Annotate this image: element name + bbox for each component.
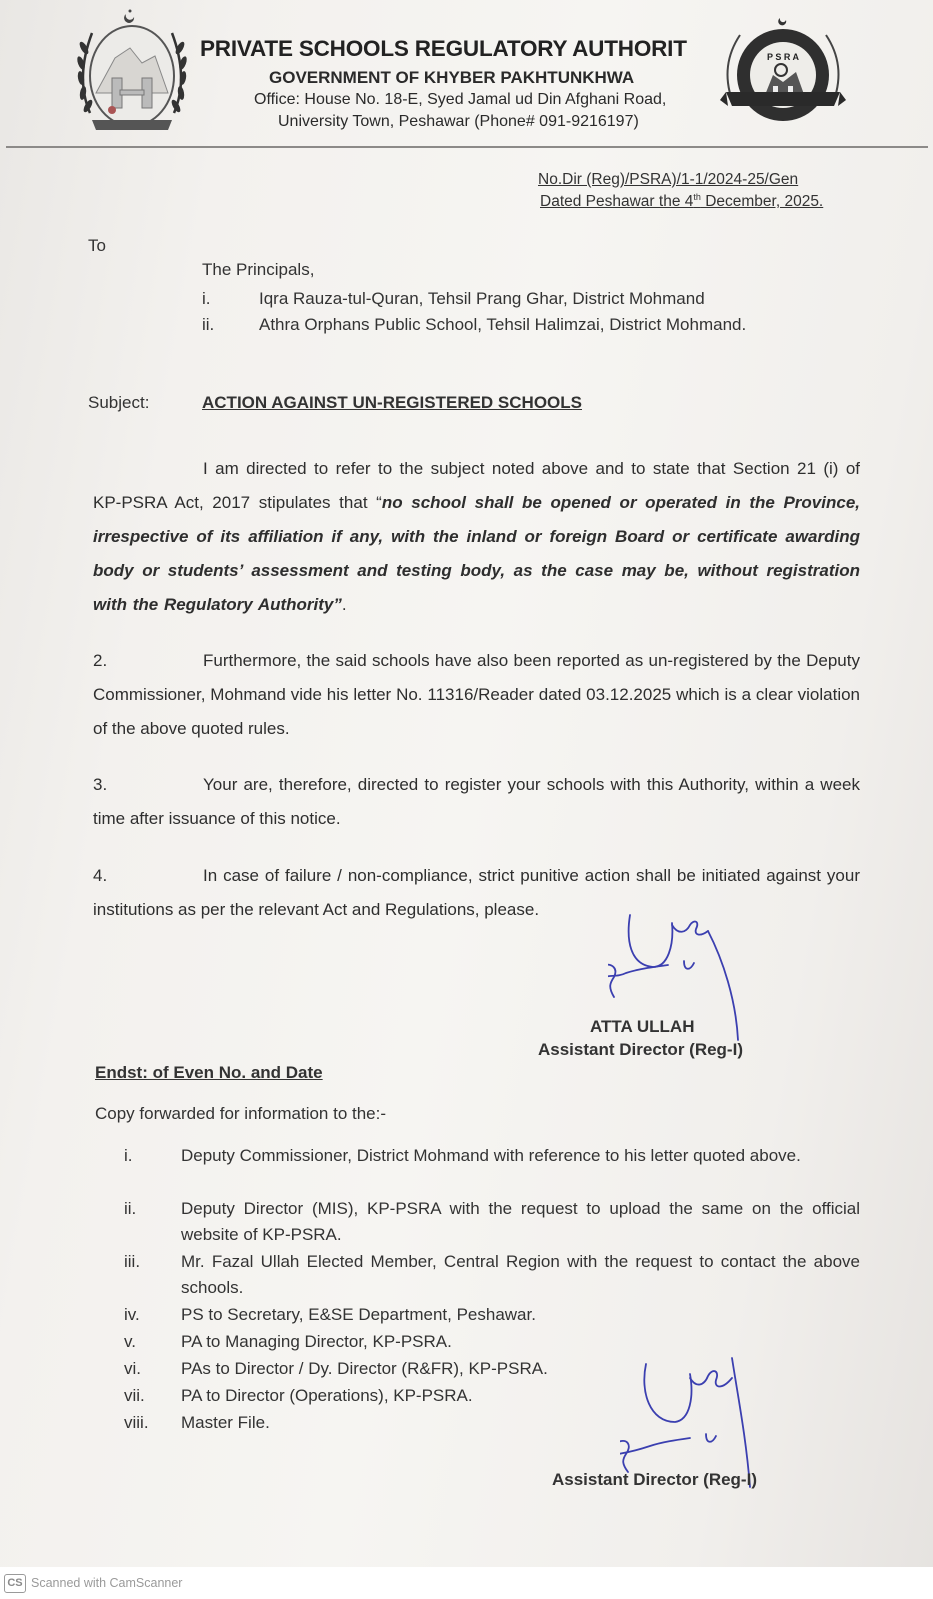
office-address-line2: University Town, Peshawar (Phone# 091-9216197) <box>278 113 639 130</box>
school-name: Athra Orphans Public School, Tehsil Halimzai, District Mohmand. <box>259 315 747 334</box>
endorsement-signatory-title: Assistant Director (Reg-I) <box>552 1470 757 1489</box>
copy-recipient: PAs to Director / Dy. Director (R&FR), KP-PSRA. <box>181 1359 548 1378</box>
para1-end: . <box>341 595 347 614</box>
copy-number: vi. <box>124 1359 141 1378</box>
copy-recipient: Master File. <box>181 1413 270 1432</box>
letter-date <box>540 192 823 211</box>
para1-text: I am directed to refer to the subject noted above and to state that Section 21 (i) of KP-PSRA Act, 2017 stipulates that “ <box>93 459 860 512</box>
para3-text: Your are, therefore, directed to register your schools with this Authority, within a week time after issuance of this notice. <box>93 775 860 828</box>
endorsement-heading: Endst: of Even No. and Date <box>95 1063 323 1082</box>
paragraph-1 <box>93 452 860 622</box>
header-divider <box>6 146 928 148</box>
government-subtitle: GOVERNMENT OF KHYBER PAKHTUNKHWA <box>269 68 635 87</box>
school-number: i. <box>202 289 211 308</box>
date-prefix: Dated Peshawar the 4 <box>540 193 694 211</box>
signatory-name: ATTA ULLAH <box>590 1017 695 1036</box>
salutation: The Principals, <box>202 260 315 279</box>
copy-number: viii. <box>124 1413 149 1432</box>
copy-number: ii. <box>124 1199 137 1218</box>
copy-recipient: Mr. Fazal Ullah Elected Member, Central Region with the request to contact the above schools. <box>181 1252 860 1297</box>
copy-recipient: Deputy Commissioner, District Mohmand with reference to his letter quoted above. <box>181 1146 801 1165</box>
authority-title: PRIVATE SCHOOLS REGULATORY AUTHORIT <box>200 36 687 61</box>
reference-number: No.Dir (Reg)/PSRA)/1-1/2024-25/Gen <box>538 171 799 188</box>
para4-text: In case of failure / non-compliance, strict punitive action shall be initiated against your institutions as per the relevant Act and Regulations, please. <box>93 866 860 919</box>
subject-label: Subject: <box>88 393 150 412</box>
copy-number: vii. <box>124 1386 145 1405</box>
office-address-line1: Office: House No. 18-E, Syed Jamal ud Din Afghani Road, <box>254 91 667 108</box>
copy-recipient: PA to Director (Operations), KP-PSRA. <box>181 1386 473 1405</box>
to-label: To <box>88 236 106 255</box>
para-number: 4. <box>93 866 108 885</box>
camscanner-logo-icon: CS <box>4 1574 26 1593</box>
school-number: ii. <box>202 315 215 334</box>
subject-text: ACTION AGAINST UN-REGISTERED SCHOOLS <box>202 393 582 412</box>
para2-text: Furthermore, the said schools have also been reported as un-registered by the Deputy Commissioner, Mohmand vide his letter No. 11316/Reader dated 03.12.2025 which is a clear violation of the above quoted rules. <box>93 651 860 738</box>
para-number: 2. <box>93 651 108 670</box>
date-suffix: December, 2025. <box>700 193 824 211</box>
psra-seal-icon <box>718 10 848 135</box>
copy-number: i. <box>124 1146 133 1165</box>
copy-forwarded-intro: Copy forwarded for information to the:- <box>95 1104 387 1123</box>
signatory-title: Assistant Director (Reg-I) <box>538 1040 743 1059</box>
date-ordinal: th <box>693 192 701 202</box>
paragraph-3 <box>93 768 860 836</box>
copy-number: iii. <box>124 1252 141 1271</box>
copy-number: iv. <box>124 1305 140 1324</box>
camscanner-watermark: Scanned with CamScanner <box>31 1576 183 1590</box>
kp-government-emblem-icon <box>70 8 195 138</box>
copy-recipient: Deputy Director (MIS), KP-PSRA with the request to upload the same on the official website of KP-PSRA. <box>181 1199 860 1244</box>
copy-number: v. <box>124 1332 136 1351</box>
copy-recipient: PA to Managing Director, KP-PSRA. <box>181 1332 452 1351</box>
paragraph-2 <box>93 644 860 746</box>
para-number: 3. <box>93 775 108 794</box>
act-quote: no school shall be opened or operated in the Province, irrespective of its affiliation if any, with the inland or foreign Board or certificate awarding body or students’ assessment and testing body, as the case may be, without registration with the Regulatory Authority” <box>93 493 861 614</box>
psra-seal-text: P S R A <box>766 52 800 62</box>
copy-recipient: PS to Secretary, E&SE Department, Peshawar. <box>181 1305 536 1324</box>
school-name: Iqra Rauza-tul-Quran, Tehsil Prang Ghar, District Mohmand <box>259 289 705 308</box>
